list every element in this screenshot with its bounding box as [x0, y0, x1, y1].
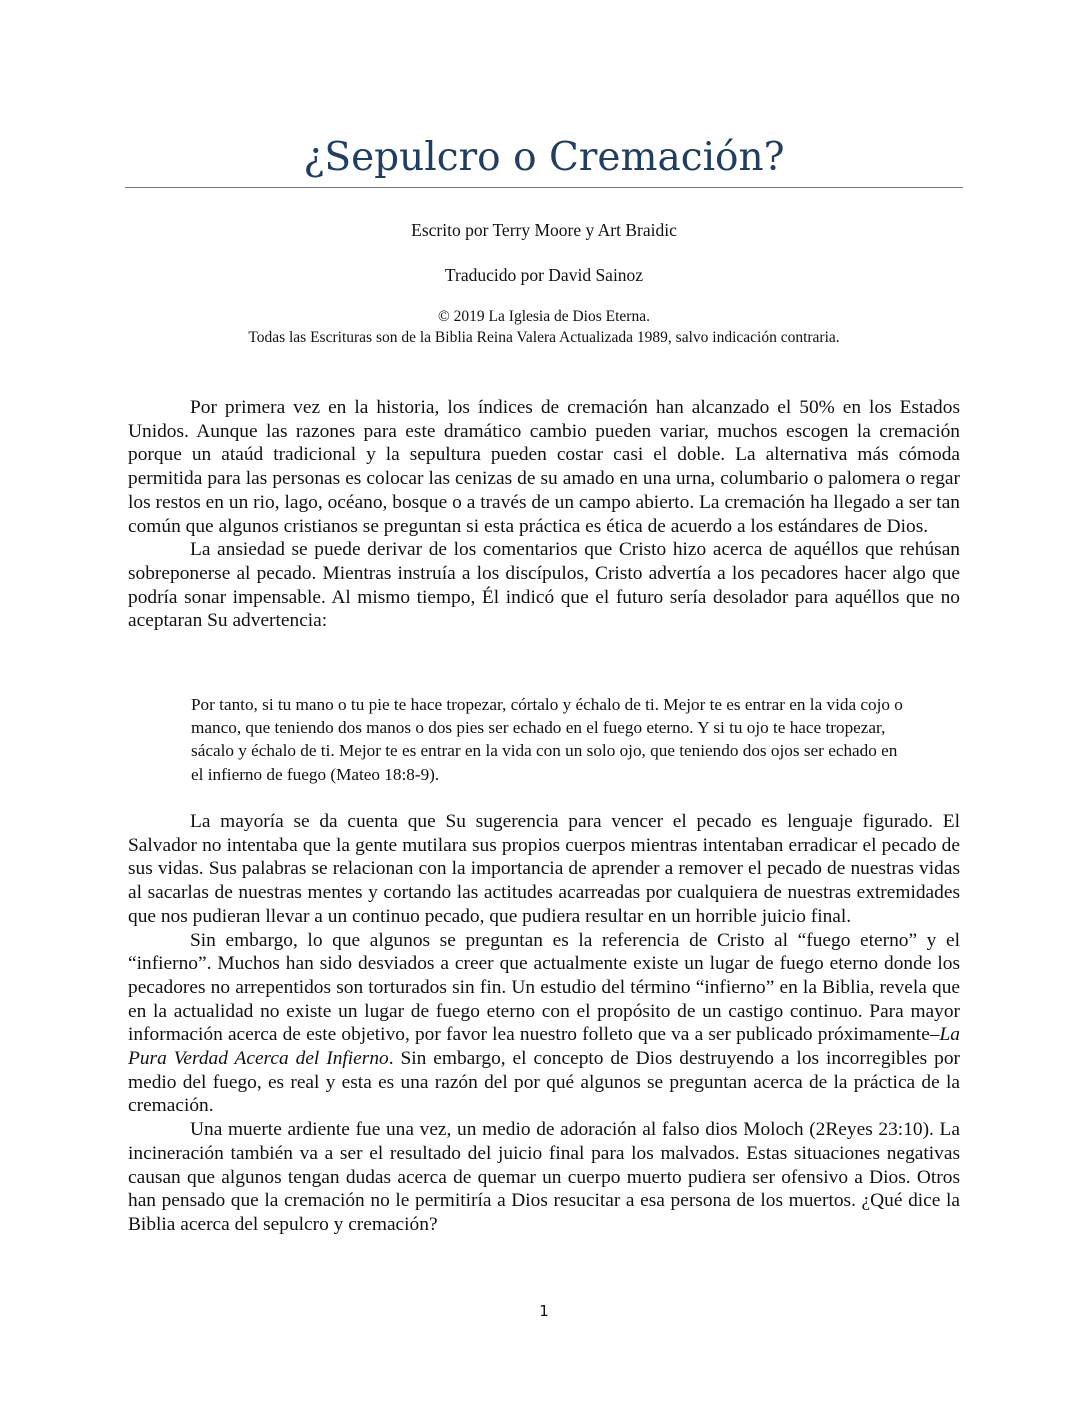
- scripture-note: Todas las Escrituras son de la Biblia Reina Valera Actualizada 1989, salvo indicación contraria.: [248, 329, 840, 346]
- page-number: 1: [539, 1302, 549, 1320]
- paragraph-4-text-after: . Sin embargo, el concepto de Dios destruyendo a los incorregibles por medio del fuego, es real y esta es una razón del por qué algunos se preguntan acerca de la práctica de la cremación.: [128, 1048, 960, 1117]
- title-underline: [125, 187, 963, 188]
- body-section-main: [128, 810, 960, 1237]
- paragraph-1: Por primera vez en la historia, los índices de cremación han alcanzado el 50% en los Estados Unidos. Aunque las razones para este dramático cambio pueden variar, muchos escogen la cremación porque un ataúd tradicional y la sepultura pueden costar casi el doble. La alternativa más cómoda permitida para las personas es colocar las cenizas de su amado en una urna, columbario o palomera o regar los restos en un rio, lago, océano, bosque o a través de un campo abierto. La cremación ha llegado a ser tan común que algunos cristianos se preguntan si esta práctica es ética de acuerdo a los estándares de Dios.: [128, 397, 960, 537]
- document-title: ¿Sepulcro o Cremación?: [303, 135, 785, 180]
- body-section-intro: [128, 396, 960, 633]
- author-line: Escrito por Terry Moore y Art Braidic: [411, 220, 677, 240]
- paragraph-4-text-before: Sin embargo, lo que algunos se preguntan es la referencia de Cristo al “fuego eterno” y el “infierno”. Muchos han sido desviados a creer que actualmente existe un lugar de fuego eterno donde los pecadores no arrepentidos son torturados sin fin. Un estudio del término “infierno” en la Biblia, revela que en la actualidad no existe un lugar de fuego eterno con el propósito de un castigo continuo. Para mayor información acerca de este objetivo, por favor lea nuestro folleto que va a ser publicado próximamente–: [128, 929, 960, 1046]
- translator-line: Traducido por David Sainoz: [444, 265, 644, 285]
- paragraph-2: La ansiedad se puede derivar de los comentarios que Cristo hizo acerca de aquéllos que rehúsan sobreponerse al pecado. Mientras instruía a los discípulos, Cristo advertía a los pecadores hacer algo que podría sonar impensable. Al mismo tiempo, Él indicó que el futuro sería desolador para aquéllos que no aceptaran Su advertencia:: [128, 539, 960, 632]
- paragraph-3: La mayoría se da cuenta que Su sugerencia para vencer el pecado es lenguaje figurado. El Salvador no intentaba que la gente mutilara sus propios cuerpos mientras intentaban erradicar el pecado de sus vidas. Sus palabras se relacionan con la importancia de aprender a remover el pecado de nuestras vidas al sacarlas de nuestras mentes y cortando las actitudes acarreadas por cualquiera de nuestras extremidades que nos pudieran llevar a un continuo pecado, que pudiera resultar en un horrible juicio final.: [128, 811, 960, 927]
- scripture-quote: Por tanto, si tu mano o tu pie te hace tropezar, córtalo y échalo de ti. Mejor te es entrar en la vida cojo o manco, que teniendo dos manos o dos pies ser echado en el fuego eterno. Y si tu ojo te hace tropezar, sácalo y échalo de ti. Mejor te es entrar en la vida con un solo ojo, que teniendo dos ojos ser echado en el infierno de fuego (Mateo 18:8-9).: [191, 695, 903, 784]
- paragraph-4: [128, 929, 960, 1119]
- booklet-title: La Pura Verdad Acerca del Infierno: [128, 1024, 960, 1070]
- copyright-line: © 2019 La Iglesia de Dios Eterna.: [438, 308, 650, 325]
- paragraph-5: Una muerte ardiente fue una vez, un medio de adoración al falso dios Moloch (2Reyes 23:10). La incineración también va a ser el resultado del juicio final para los malvados. Estas situaciones negativas causan que algunos tengan dudas acerca de quemar un cuerpo muerto pudiera ser ofensivo a Dios. Otros han pensado que la cremación no le permitiría a Dios resucitar a esa persona de los muertos. ¿Qué dice la Biblia acerca del sepulcro y cremación?: [128, 1119, 960, 1235]
